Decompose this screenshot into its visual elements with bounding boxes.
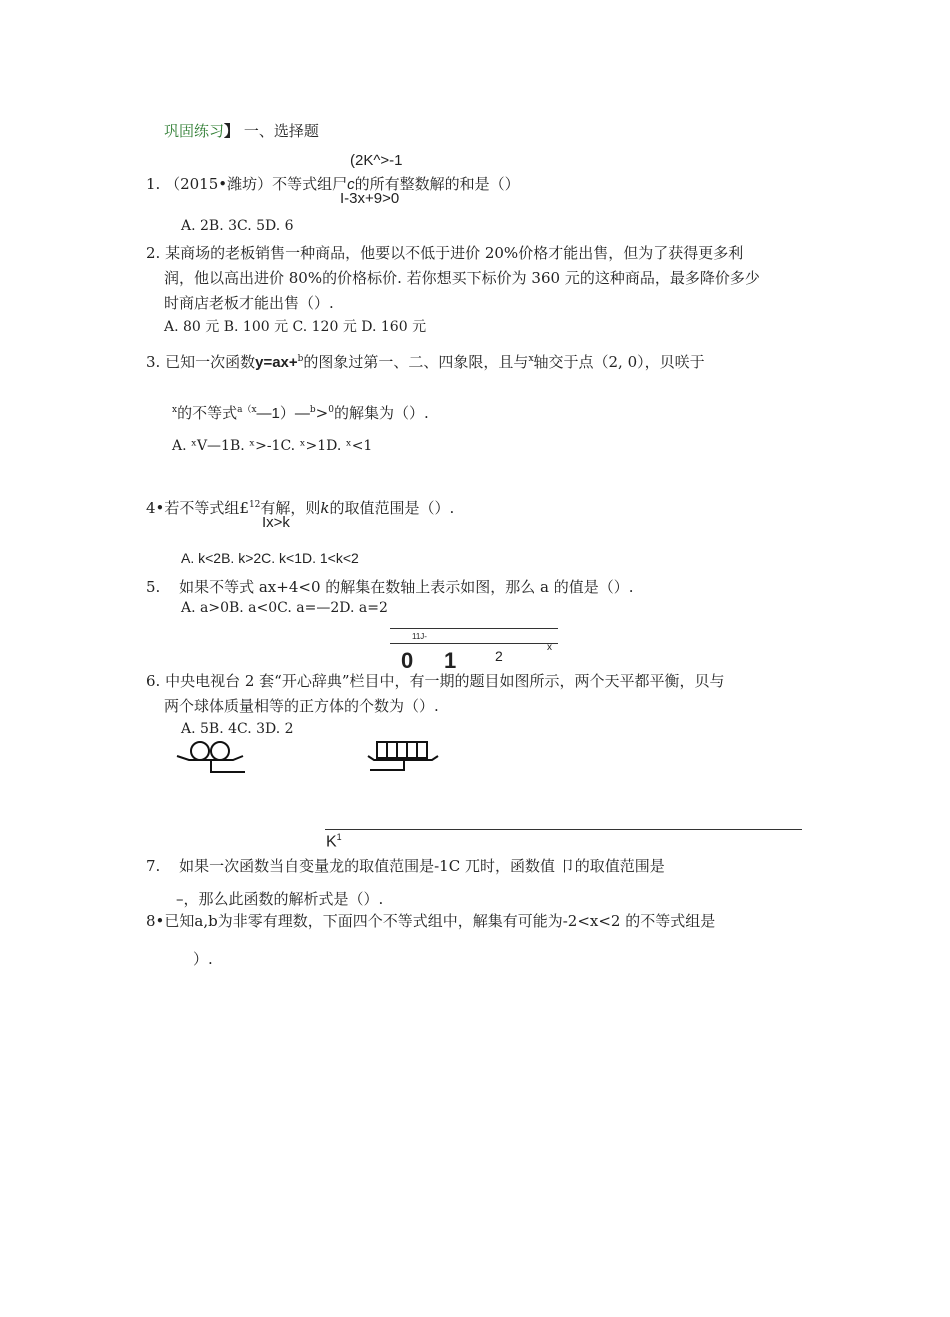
- q3-line2-sup-x2: x: [251, 405, 257, 415]
- q3-sup-x: x: [528, 354, 534, 364]
- section-heading: [164, 120, 319, 141]
- q8-line2: ）.: [193, 950, 213, 968]
- q6-right-stand: [370, 760, 404, 770]
- section-bracket: 】: [224, 122, 240, 140]
- q5-stem: [146, 576, 634, 597]
- q6-options: A. 5B. 4C. 3D. 2: [181, 721, 294, 737]
- q2-line2: 润，他以高出进价 80%的价格标价. 若你想买下标价为 360 元的这种商品，最多降价多少: [164, 269, 760, 287]
- q1-italic-c: c: [347, 176, 355, 193]
- q6-line2: 两个球体质量相等的正方体的个数为（）.: [164, 697, 439, 715]
- q3-line2-d: 的解集为（）.: [333, 404, 429, 422]
- q3-line2-b: —1）—: [256, 405, 310, 422]
- q3-text-b: 的图象过第一、二、四象限，且与: [303, 353, 529, 371]
- q1-top-line: (2K^>-1: [350, 152, 403, 169]
- q3-text-c: 轴交于点（2, 0），贝咲于: [533, 353, 705, 371]
- q5-options: A. a>0B. a<0C. a=—2D. a=2: [181, 600, 388, 616]
- q4-options-text: A. k<2B. k>2C. k<1D. 1<k<2: [181, 550, 359, 566]
- q5-figure-tick-2: 2: [495, 648, 503, 664]
- q3-text-a: 已知一次函数: [165, 353, 256, 371]
- q7-figure-label: [326, 832, 342, 851]
- q4-stem: [146, 497, 454, 518]
- q6-cube-5: [417, 742, 427, 758]
- q4-text-a: 4•若不等式组£: [146, 499, 249, 517]
- q4-italic-k: k: [320, 499, 330, 517]
- q1-options: A. 2B. 3C. 5D. 6: [181, 218, 294, 234]
- q2-line1: 2. 某商场的老板销售一种商品，他要以不低于进价 20%价格才能出售，但为了获得更多利: [146, 244, 744, 262]
- q5-figure-top-line: [390, 628, 558, 629]
- q1-stem: [146, 173, 520, 194]
- q6-ball-2: [211, 742, 229, 760]
- section-subtitle: 一、选择题: [243, 122, 319, 140]
- q3-line2-sup-x: x: [172, 405, 178, 415]
- q7-figure-line: [325, 829, 802, 830]
- q5-figure-small-label: 11J-: [412, 632, 427, 641]
- q6-left-pan: [177, 756, 243, 760]
- q2-line3: 时商店老板才能出售（）.: [164, 294, 334, 312]
- q3-number: 3.: [146, 353, 161, 371]
- q3-line2: [172, 402, 429, 423]
- q3-line2-sup-a: a（: [237, 405, 252, 415]
- q4-bottom-line: Ix>k: [262, 514, 290, 531]
- q5-text: 如果不等式 ax+4<0 的解集在数轴上表示如图，那么 a 的值是（）.: [179, 578, 634, 596]
- q7-figure-label-sup: 1: [336, 832, 342, 842]
- q6-balance-left-figure: [175, 738, 275, 778]
- q4-sup: 12: [248, 500, 261, 510]
- q4-options: [181, 550, 359, 567]
- q1-number: 1.: [146, 175, 161, 193]
- section-label: 巩固练习: [164, 122, 225, 140]
- q8-line1: 8•已知a,b为非零有理数，下面四个不等式组中，解集有可能为-2<x<2 的不等式组是: [146, 912, 716, 930]
- q7-figure-label-k: K: [326, 833, 337, 851]
- q1-bottom-line: I-3x+9>0: [340, 190, 400, 207]
- q7-line2: –，那么此函数的解析式是（）.: [176, 890, 384, 908]
- q5-figure-x-label: x: [547, 642, 552, 653]
- q6-cube-3: [397, 742, 407, 758]
- q6-cube-4: [407, 742, 417, 758]
- q7-stem: [146, 855, 665, 876]
- q1-text-a: （2015•潍坊）不等式组尸: [165, 175, 348, 193]
- q5-figure-tick-0: 0: [401, 648, 414, 673]
- q6-balance-right-figure: [364, 736, 454, 776]
- q7-text: 如果一次函数当自变量龙的取值范围是-1C 兀时，函数值 卩的取值范围是: [179, 857, 665, 875]
- q6-cube-1: [377, 742, 387, 758]
- q3-options: A. ˣV—1B. ˣ>-1C. ˣ>1D. ˣ<1: [172, 438, 373, 454]
- q3-line2-sup-b: b: [309, 405, 316, 415]
- q4-text-b: 有解，则: [260, 499, 321, 517]
- q6-cube-2: [387, 742, 397, 758]
- q6-ball-1: [191, 742, 209, 760]
- q4-text-c: 的取值范围是（）.: [329, 499, 455, 517]
- q1-text-b: 的所有整数解的和是（）: [354, 175, 520, 193]
- q3-line2-a: 的不等式: [177, 404, 238, 422]
- q3-sup-b: b: [297, 354, 304, 364]
- q3-stem: [146, 351, 705, 372]
- q7-number: 7.: [146, 857, 161, 875]
- q3-formula: y=ax+: [255, 354, 298, 371]
- q6-left-stand: [211, 760, 245, 772]
- q2-options: A. 80 元 B. 100 元 C. 120 元 D. 160 元: [164, 319, 427, 335]
- q3-line2-c: >: [315, 404, 329, 422]
- q5-figure-axis-line: [390, 643, 558, 644]
- q5-number: 5.: [146, 578, 161, 596]
- q6-line1: 6. 中央电视台 2 套“开心辞典”栏目中，有一期的题目如图所示，两个天平都平衡，贝与: [146, 672, 725, 690]
- q3-line2-sup-0: 0: [328, 405, 334, 415]
- q5-figure-tick-1: 1: [444, 648, 457, 673]
